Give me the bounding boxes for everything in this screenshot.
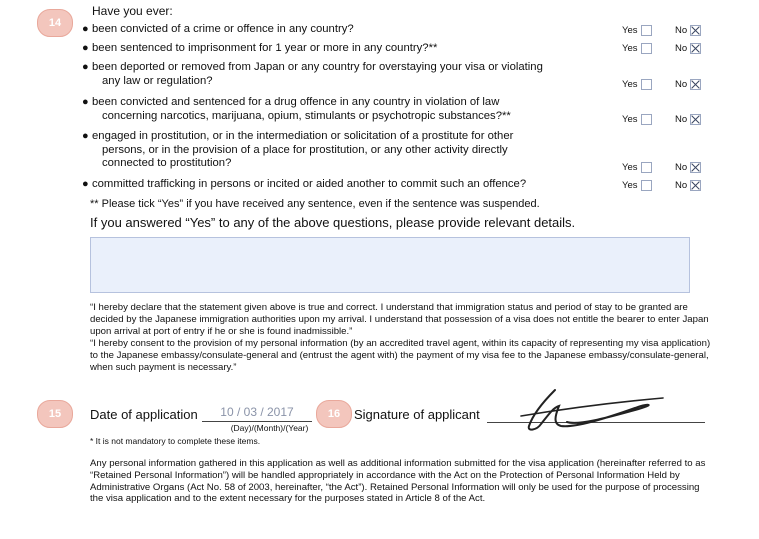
details-textarea[interactable] <box>90 237 690 293</box>
bullet-icon: ● <box>82 23 89 35</box>
question-2 <box>82 42 438 56</box>
no-label: No <box>675 114 688 125</box>
optional-note: * It is not mandatory to complete these items. <box>90 436 261 446</box>
bullet-icon: ● <box>82 96 89 108</box>
date-input[interactable]: 10 / 03 / 2017 <box>202 405 312 422</box>
yes-label: Yes <box>622 25 638 36</box>
question-text: engaged in prostitution, or in the intermediation or solicitation of a prostitute for other <box>92 130 514 142</box>
footnote: ** Please tick “Yes” if you have received any sentence, even if the sentence was suspended. <box>90 198 540 210</box>
answer-row-2-no <box>675 43 701 54</box>
yes-checkbox[interactable] <box>641 114 652 125</box>
no-checkbox-checked[interactable] <box>690 180 701 191</box>
declaration-text-1: “I hereby declare that the statement given above is true and correct. I understand that immigration status and period of stay to be granted are decided by the Japanese immigration authorities upon my arrival. I understand that possession of a visa does not entitle the bearer to enter Japan upon arrival at port of entry if he or she is found inadmissible.” <box>90 302 709 337</box>
question-text: committed trafficking in persons or incited or aided another to commit such an offence? <box>92 178 527 190</box>
question-text: any law or regulation? <box>102 74 213 87</box>
answer-row-6-no <box>675 180 701 191</box>
bullet-icon: ● <box>82 42 89 54</box>
answer-row-5 <box>622 162 652 173</box>
details-prompt: If you answered “Yes” to any of the above questions, please provide relevant details. <box>90 215 576 230</box>
date-label: Date of application <box>90 407 198 422</box>
section-14-badge: 14 <box>37 9 73 37</box>
bullet-icon: ● <box>82 130 89 142</box>
yes-label: Yes <box>622 162 638 173</box>
no-label: No <box>675 162 688 173</box>
signature-image <box>515 386 665 434</box>
question-3 <box>82 61 543 88</box>
question-4 <box>82 96 511 123</box>
yes-label: Yes <box>622 43 638 54</box>
answer-row-1-no <box>675 25 701 36</box>
question-text: concerning narcotics, marijuana, opium, stimulants or psychotropic substances?** <box>102 109 511 122</box>
no-checkbox-checked[interactable] <box>690 43 701 54</box>
no-label: No <box>675 25 688 36</box>
question-text: been deported or removed from Japan or any country for overstaying your visa or violating <box>92 61 543 73</box>
yes-checkbox[interactable] <box>641 25 652 36</box>
answer-row-3-no <box>675 79 701 90</box>
answer-row-6 <box>622 180 652 191</box>
declaration-text-2: “I hereby consent to the provision of my personal information (by an accredited travel agent, within its capacity of representing my visa application) to the Japanese embassy/consulate-general and (entrust the agent with) the payment of my visa fee to the Japanese embassy/consulate-general, when such payment is necessary.” <box>90 338 711 373</box>
question-text: persons, or in the provision of a place for prostitution, or any other activity directly <box>102 143 508 156</box>
yes-label: Yes <box>622 114 638 125</box>
yes-checkbox[interactable] <box>641 43 652 54</box>
no-checkbox-checked[interactable] <box>690 162 701 173</box>
section-15-badge: 15 <box>37 400 73 428</box>
bullet-icon: ● <box>82 61 89 73</box>
answer-row-2 <box>622 43 652 54</box>
yes-label: Yes <box>622 180 638 191</box>
question-6 <box>82 178 527 192</box>
bullet-icon: ● <box>82 178 89 190</box>
yes-checkbox[interactable] <box>641 180 652 191</box>
question-1 <box>82 23 354 37</box>
yes-label: Yes <box>622 79 638 90</box>
question-text: been sentenced to imprisonment for 1 year or more in any country?** <box>92 42 438 54</box>
no-label: No <box>675 43 688 54</box>
section-14-heading: Have you ever: <box>92 4 173 18</box>
no-checkbox-checked[interactable] <box>690 114 701 125</box>
yes-checkbox[interactable] <box>641 162 652 173</box>
no-label: No <box>675 79 688 90</box>
question-text: connected to prostitution? <box>102 157 232 169</box>
question-5 <box>82 130 514 171</box>
question-text: been convicted of a crime or offence in any country? <box>92 23 354 35</box>
signature-label: Signature of applicant <box>354 407 480 422</box>
privacy-notice: Any personal information gathered in this application as well as additional information submitted for the visa application (hereinafter referred to as “Retained Personal Information”) will be handled appropriately in accordance with the Act on the Protection of Personal Information Held by Administrative Organs (Act No. 58 of 2003, hereinafter, “the Act”). Retained Personal Information will only be used for the purpose of processing the visa application and to the extent necessary for the purposes stated in Article 8 of the Act. <box>90 458 706 505</box>
date-format-hint: (Day)/(Month)/(Year) <box>230 423 309 433</box>
answer-row-1 <box>622 25 652 36</box>
question-text: been convicted and sentenced for a drug offence in any country in violation of law <box>92 96 500 108</box>
answer-row-5-no <box>675 162 701 173</box>
answer-row-4-no <box>675 114 701 125</box>
section-16-badge: 16 <box>316 400 352 428</box>
no-checkbox-checked[interactable] <box>690 25 701 36</box>
yes-checkbox[interactable] <box>641 79 652 90</box>
answer-row-4 <box>622 114 652 125</box>
answer-row-3 <box>622 79 652 90</box>
no-label: No <box>675 180 688 191</box>
no-checkbox-checked[interactable] <box>690 79 701 90</box>
